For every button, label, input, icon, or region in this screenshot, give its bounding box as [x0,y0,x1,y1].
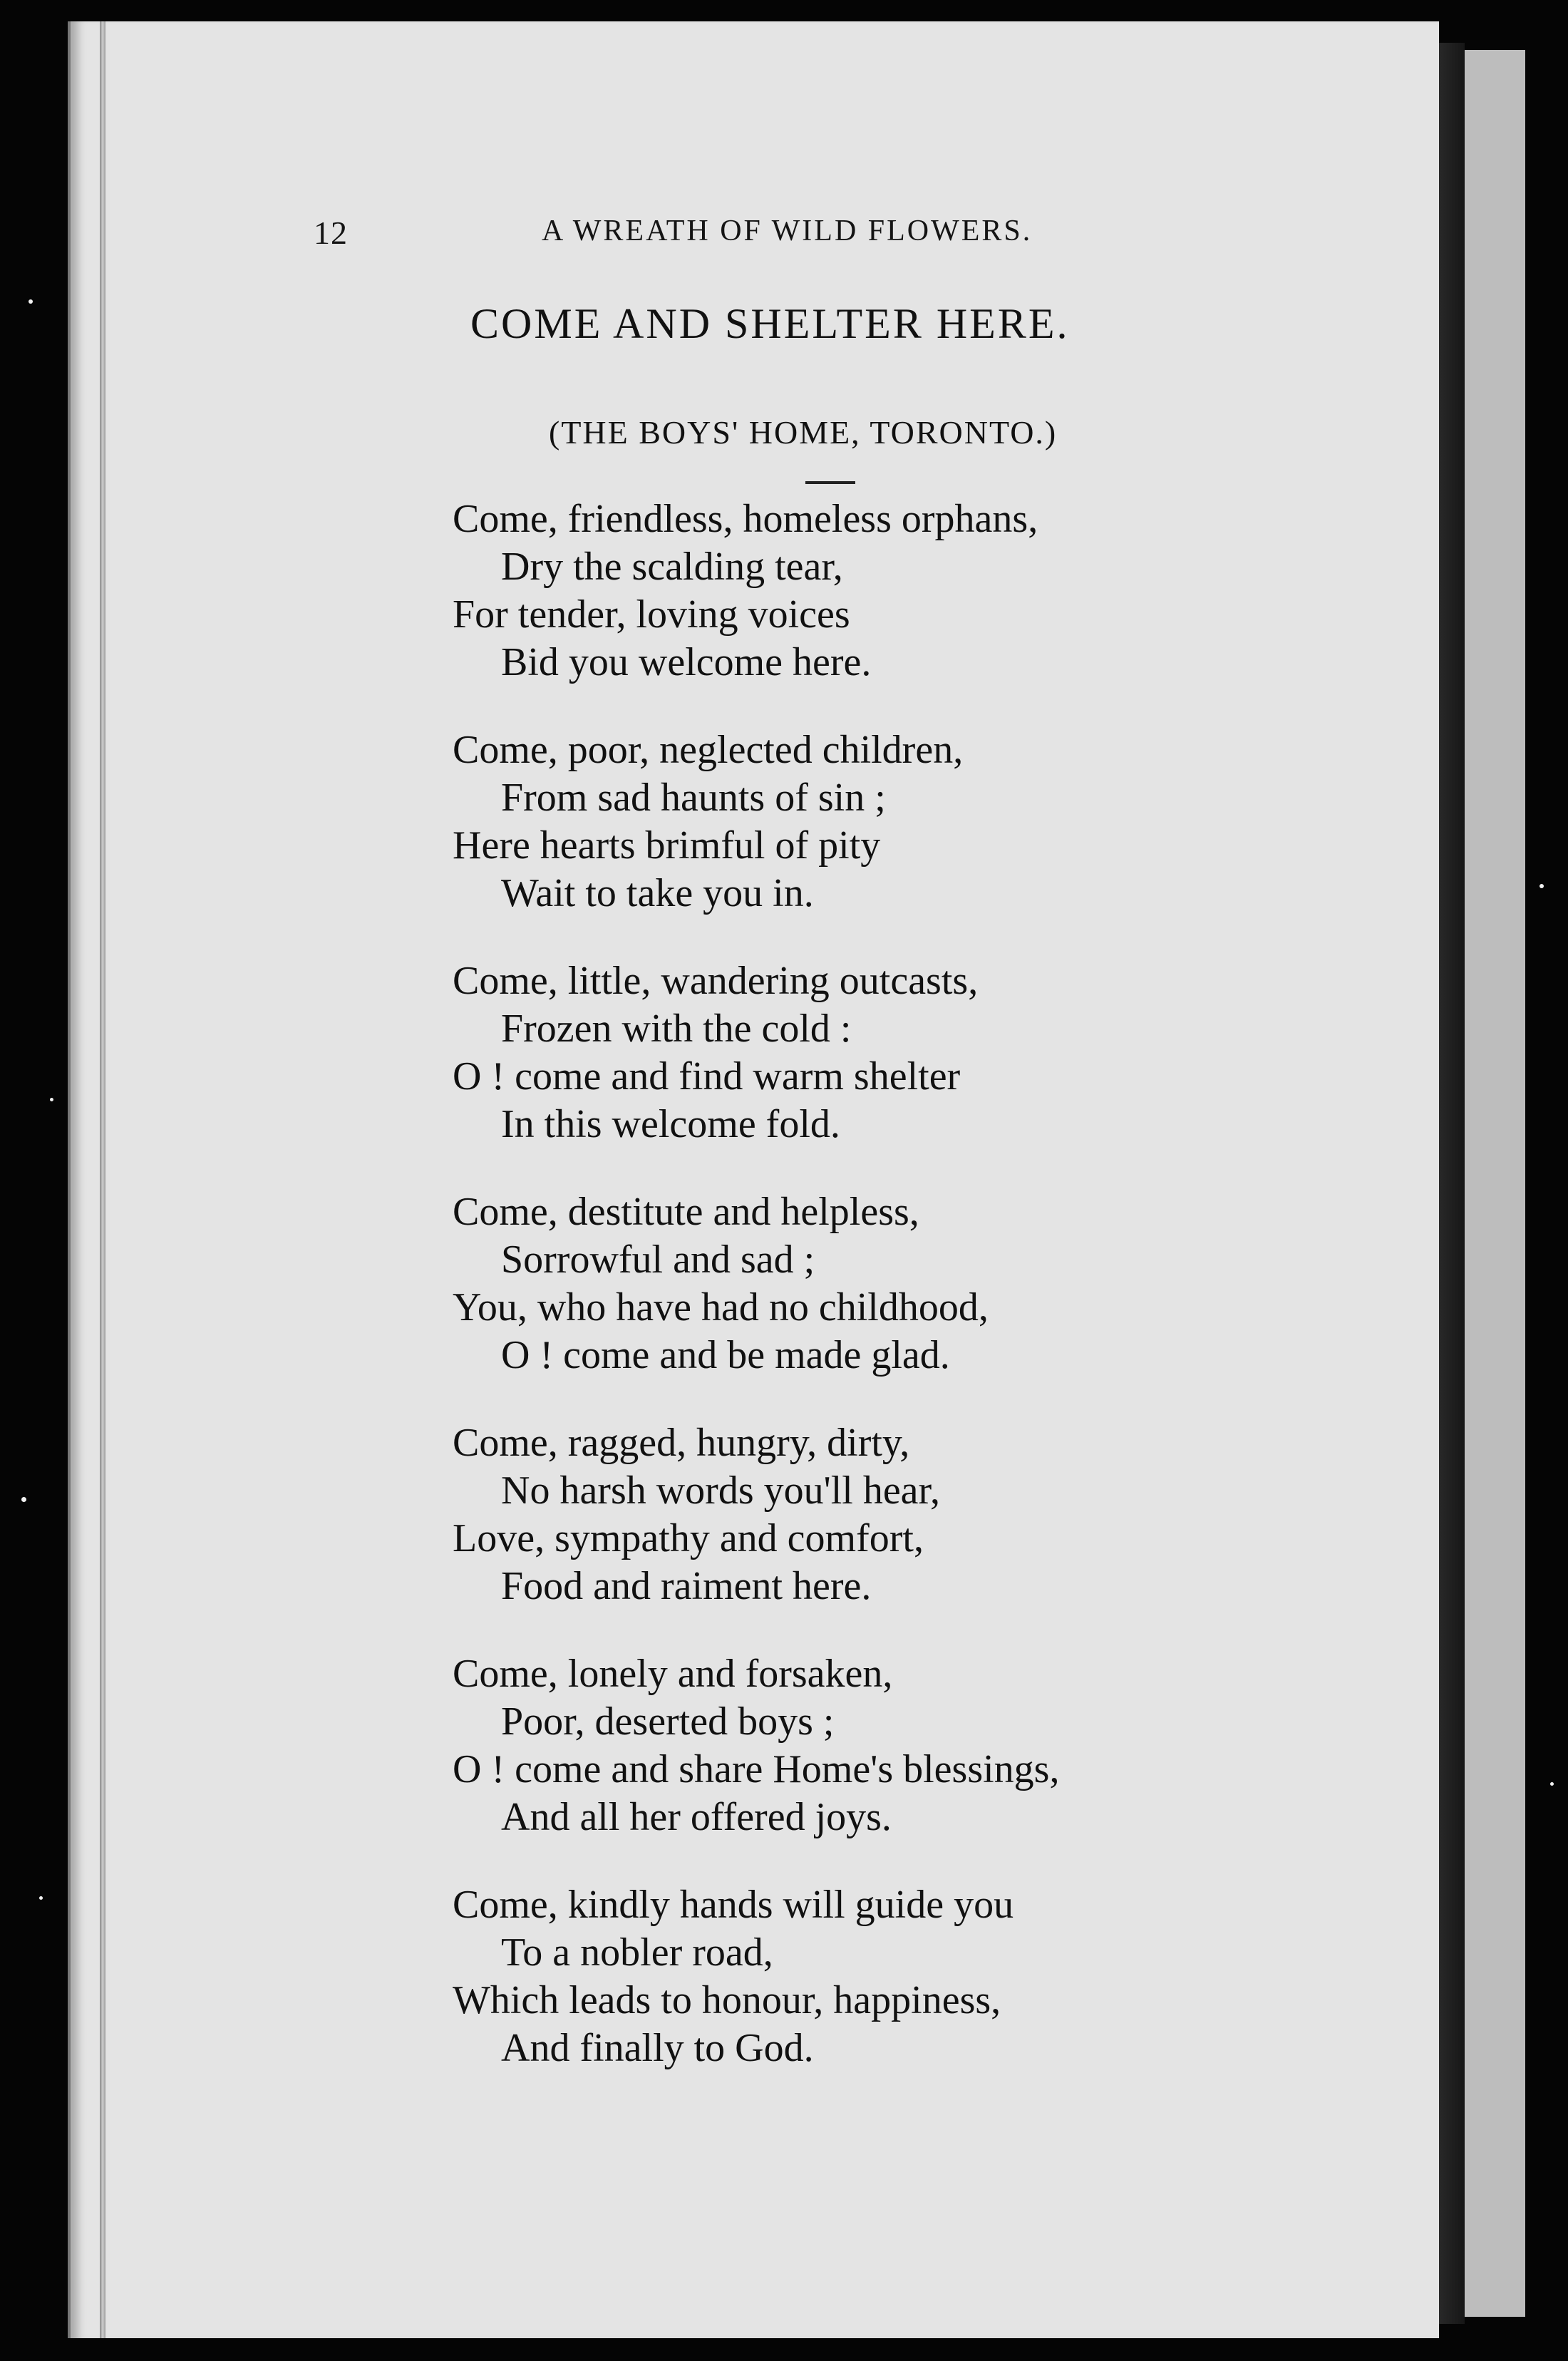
poem-line: Come, friendless, homeless orphans, [453,497,1038,541]
stanza [453,957,1308,1148]
poem-line: Come, kindly hands will guide you [453,1883,1014,1927]
poem-line: And all her offered joys. [501,1795,892,1839]
stanza [453,1881,1308,2072]
poem-line: Which leads to honour, happiness, [453,1978,1001,2022]
poem-line: Come, ragged, hungry, dirty, [453,1421,910,1465]
scan-speck [50,1098,53,1101]
poem-line: You, who have had no childhood, [453,1285,989,1329]
scan-speck [1539,884,1544,888]
stanza [453,1419,1308,1610]
poem-line: O ! come and be made glad. [501,1333,950,1377]
title-rule [805,481,855,484]
poem-line: Come, poor, neglected children, [453,728,964,772]
poem-line: In this welcome fold. [501,1102,840,1146]
poem-line: Love, sympathy and comfort, [453,1516,924,1560]
poem-line: From sad haunts of sin ; [501,776,886,820]
poem-line: Sorrowful and sad ; [501,1238,815,1282]
page-number: 12 [314,215,348,251]
poem-title: COME AND SHELTER HERE. [470,300,1070,347]
running-head [314,214,1183,264]
scan-speck [39,1896,43,1900]
poem-line: For tender, loving voices [453,592,850,637]
poem-line: Wait to take you in. [501,871,814,915]
poem-line: No harsh words you'll hear, [501,1468,940,1513]
poem-line: Come, destitute and helpless, [453,1190,919,1234]
stanza [453,495,1308,686]
poem-line: Food and raiment here. [501,1564,872,1608]
stanza [453,1650,1308,1841]
poem-line: Poor, deserted boys ; [501,1699,835,1744]
poem-line: Bid you welcome here. [501,640,872,684]
scan-speck [1550,1782,1554,1786]
poem-line: O ! come and find warm shelter [453,1054,961,1099]
stanza [453,726,1308,917]
poem-body [453,495,1308,2112]
scan-speck [21,1497,26,1502]
page-stack-edge [100,21,105,2338]
scan-speck [29,299,33,304]
poem-line: And finally to God. [501,2026,814,2070]
poem-line: O ! come and share Home's blessings, [453,1747,1060,1791]
poem-line: Come, little, wandering outcasts, [453,959,979,1003]
poem-subtitle: (THE BOYS' HOME, TORONTO.) [549,414,1058,451]
poem-line: Frozen with the cold : [501,1007,852,1051]
running-title: A WREATH OF WILD FLOWERS. [542,215,1033,247]
stanza [453,1188,1308,1379]
poem-line: Here hearts brimful of pity [453,823,881,868]
poem-line: Come, lonely and forsaken, [453,1652,893,1696]
poem-line: To a nobler road, [501,1930,773,1975]
poem-line: Dry the scalding tear, [501,545,843,589]
